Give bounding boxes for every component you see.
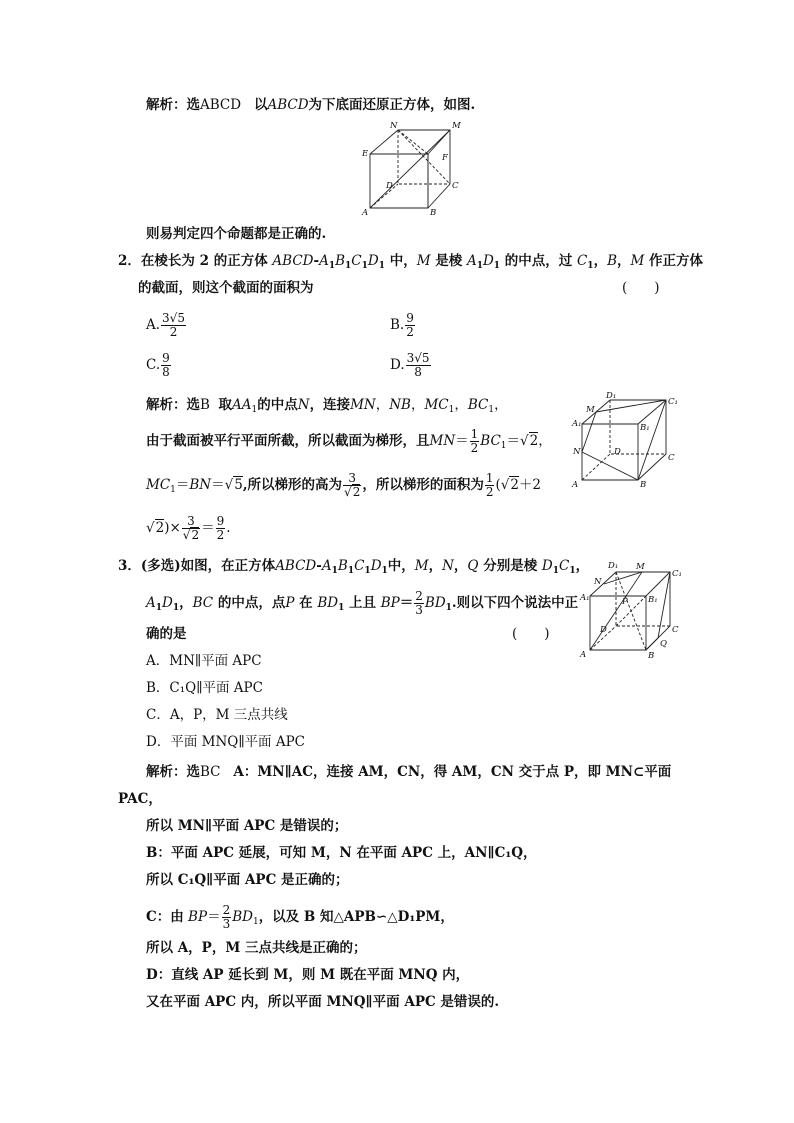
math: ABCD bbox=[272, 253, 314, 269]
fig-label: A₁ bbox=[580, 593, 590, 603]
option-label: B. bbox=[390, 317, 405, 333]
text: 以 bbox=[253, 97, 268, 113]
question-number: 3． bbox=[118, 558, 141, 574]
math: A bbox=[319, 253, 329, 269]
fig-label: B₁ bbox=[648, 595, 658, 605]
numerator: 3√5 bbox=[406, 351, 430, 365]
q2-answer-bracket: ( ) bbox=[622, 280, 660, 296]
fig-label: M bbox=[636, 562, 645, 572]
q2-stem-line1: 2．在棱长为 2 的正方体 ABCD-$A_1B_1C_1D_1$ 中，M 是棱 $A_1D_1$ 的中点，过 $C_1$，B，M 作正方体 bbox=[118, 253, 704, 271]
q3-option-C bbox=[146, 705, 288, 725]
fig-label: A bbox=[580, 650, 587, 660]
q3-stem-line1: 3．(多选)如图，在正方体ABCD-$A_1B_1C_1D_1$中，M，N，Q 分别是棱 $D_1C_1$， bbox=[118, 558, 590, 576]
text: 作正方体 bbox=[649, 253, 704, 269]
text: 在 bbox=[299, 595, 313, 611]
q2-option-B bbox=[390, 312, 416, 339]
text: 如图，在正方体 bbox=[180, 558, 276, 574]
option-label: A． bbox=[146, 653, 170, 669]
numerator: 9 bbox=[162, 351, 170, 365]
text: 的中点 bbox=[257, 397, 298, 413]
math: ABCD bbox=[267, 97, 309, 113]
fig-label: E bbox=[362, 149, 369, 159]
text: 中， bbox=[387, 558, 415, 574]
option-text: A，P，M 三点共线 bbox=[169, 707, 288, 723]
option-text: C₁Q∥平面 APC bbox=[169, 680, 263, 696]
fig-label: A bbox=[572, 480, 579, 490]
text: 分别是棱 bbox=[483, 558, 538, 574]
q3-option-D bbox=[146, 732, 305, 752]
q1-conclusion: 则易判定四个命题都是正确的. bbox=[146, 226, 327, 242]
q3-solution-line3: 所以 MN∥平面 APC 是错误的； bbox=[146, 818, 348, 834]
text: ，所以梯形的面积为 bbox=[362, 477, 484, 493]
q2-solution-line4: √2)× $\frac{3}{√2}$ ＝ $\frac{9}{2}$ . bbox=[146, 514, 231, 542]
text: 上且 bbox=[349, 595, 377, 611]
text: 的中点，过 bbox=[504, 253, 573, 269]
fig-label: D₁ bbox=[608, 561, 619, 571]
answer-choice: B bbox=[200, 397, 210, 413]
q2-solution-line2: 由于截面被平行平面所截，所以截面为梯形，且MN＝ $\frac{1}{2}$ $BC_1=√2$， bbox=[146, 427, 552, 455]
option-label: D. bbox=[390, 357, 405, 373]
q2-solution-line3: $MC_1=BN=√5$,所以梯形的高为 $\frac{3}{√2}$ ，所以梯形的面积为 $\frac{1}{2}$ (√2＋2 bbox=[146, 471, 542, 499]
q3-stem-line3: 确的是 bbox=[146, 626, 187, 642]
question-number: 2． bbox=[118, 253, 141, 269]
fig-label: A bbox=[362, 208, 369, 218]
q2-solution-line1: 解析：选B 取$AA_1$的中点N，连接MN，NB，$MC_1$，$BC_1$， bbox=[146, 397, 508, 415]
solution-label: 解析：选 bbox=[146, 397, 200, 413]
answer-choice: BC bbox=[200, 764, 221, 780]
fig-label: B₁ bbox=[640, 423, 650, 433]
solution-text: A：MN∥AC，连接 AM，CN，得 AM，CN 交于点 P，即 MN⊂平面 bbox=[233, 764, 672, 780]
q3-solution-line5: 所以 C₁Q∥平面 APC 是正确的； bbox=[146, 872, 349, 888]
option-label: D． bbox=[146, 734, 171, 750]
denominator: 8 bbox=[414, 365, 422, 379]
option-label: C. bbox=[146, 357, 161, 373]
q3-solution-line4: B：平面 APC 延展，可知 M，N 在平面 APC 上，AN∥C₁Q， bbox=[146, 845, 537, 861]
q2-option-D bbox=[390, 352, 432, 379]
text: ，以及 B 知△APB∽△D₁PM， bbox=[258, 909, 454, 925]
q3-answer-bracket: ( ) bbox=[512, 626, 550, 642]
solution-label: 解析：选 bbox=[146, 764, 200, 780]
fig-label: D bbox=[614, 447, 621, 457]
fig-label: N bbox=[573, 447, 581, 457]
fig-label: C₁ bbox=[668, 397, 678, 407]
text: 在棱长为 2 的正方体 bbox=[140, 253, 268, 269]
q3-solution-line7: 所以 A，P，M 三点共线是正确的； bbox=[146, 940, 367, 956]
fig-label: D bbox=[386, 181, 393, 191]
text: .则以下四个说法中正 bbox=[451, 595, 579, 611]
cube-figure-q1 bbox=[360, 120, 470, 220]
q3-option-B bbox=[146, 678, 263, 698]
numerator: 3√5 bbox=[162, 311, 185, 325]
fig-label: D₁ bbox=[606, 391, 617, 401]
text: 中， bbox=[389, 253, 417, 269]
option-text: MN∥平面 APC bbox=[169, 653, 262, 669]
numerator: 9 bbox=[406, 311, 414, 325]
q3-solution-line2: PAC， bbox=[118, 791, 162, 807]
denominator: 8 bbox=[162, 365, 170, 379]
text: 是棱 bbox=[435, 253, 463, 269]
cube-figure-q3 bbox=[578, 560, 690, 660]
question-tag: (多选) bbox=[140, 558, 181, 574]
q1-solution-line bbox=[146, 95, 475, 115]
fig-label: B bbox=[648, 651, 655, 661]
fig-label: C bbox=[668, 453, 675, 463]
q2-option-A bbox=[146, 312, 187, 339]
solution-label: 解析：选 bbox=[146, 97, 200, 113]
text: 为下底面还原正方体，如图. bbox=[308, 97, 476, 113]
fig-label: P bbox=[622, 597, 628, 607]
fig-label: Q bbox=[660, 639, 667, 649]
text: 由于截面被平行平面所截，所以截面为梯形，且 bbox=[146, 433, 430, 449]
q3-solution-line9: 又在平面 APC 内，所以平面 MNQ∥平面 APC 是错误的. bbox=[146, 994, 500, 1010]
option-label: C． bbox=[146, 707, 170, 723]
fig-label: N bbox=[390, 121, 398, 131]
q2-stem-line2: 的截面，则这个截面的面积为 bbox=[138, 280, 314, 296]
option-text: 平面 MNQ∥平面 APC bbox=[170, 734, 306, 750]
q3-solution-line1 bbox=[146, 762, 671, 782]
fig-label: B bbox=[640, 480, 647, 490]
fig-label: A₁ bbox=[572, 419, 582, 429]
fig-label: C bbox=[452, 181, 459, 191]
q3-solution-line8: D：直线 AP 延长到 M，则 M 既在平面 MNQ 内， bbox=[146, 967, 470, 983]
fig-label: M bbox=[586, 405, 595, 415]
q3-stem-line2: $A_1D_1$，BC 的中点，点P 在 $BD_1$ 上且 BP＝ $\frac{2}{3}$ $BD_1$.则以下四个说法中正 bbox=[146, 589, 579, 617]
fig-label: F bbox=[442, 153, 448, 163]
text: ,所以梯形的高为 bbox=[242, 477, 343, 493]
text: 取 bbox=[218, 397, 233, 413]
denominator: 2 bbox=[406, 325, 414, 339]
text: 的中点，点 bbox=[217, 595, 286, 611]
option-label: B． bbox=[146, 680, 170, 696]
fig-label: N bbox=[594, 577, 602, 587]
fig-label: B bbox=[430, 208, 437, 218]
fig-label: M bbox=[452, 121, 461, 131]
q2-option-C bbox=[146, 352, 172, 379]
q3-solution-line6: C：由 BP＝ $\frac{2}{3}$ $BD_1$，以及 B 知△APB∽△D₁PM， bbox=[146, 903, 454, 931]
text: C：由 bbox=[146, 909, 184, 925]
denominator: 2 bbox=[169, 325, 178, 339]
fig-label: C₁ bbox=[672, 569, 682, 579]
fig-label: C bbox=[672, 625, 679, 635]
fig-label: D bbox=[600, 625, 607, 635]
text: ，连接 bbox=[309, 397, 351, 413]
answer-choice: ABCD bbox=[200, 97, 242, 113]
cube-figure-q2 bbox=[570, 392, 690, 492]
q3-option-A bbox=[146, 651, 262, 671]
option-label: A. bbox=[146, 317, 161, 333]
